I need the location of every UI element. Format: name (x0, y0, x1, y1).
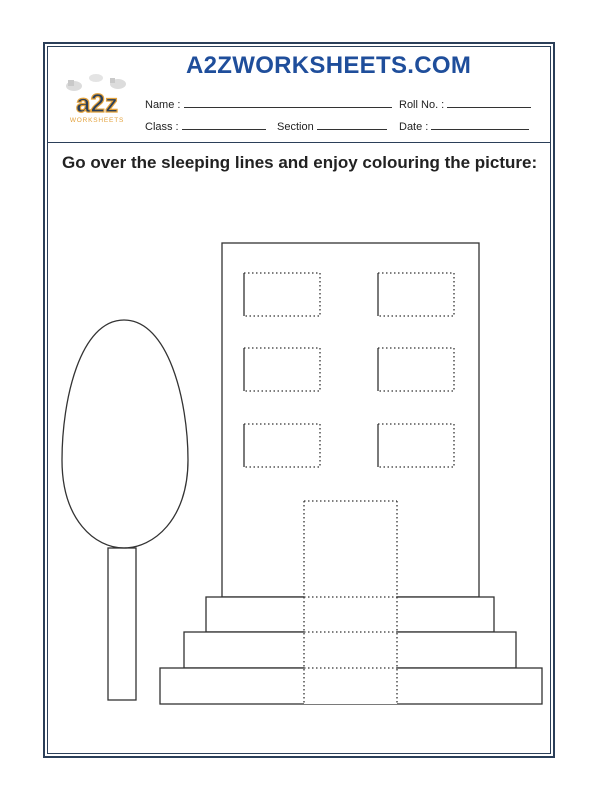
window (244, 273, 320, 316)
section-label: Section (277, 121, 314, 133)
name-label: Name : (145, 99, 181, 111)
window (244, 348, 320, 391)
tree-crown (62, 320, 188, 548)
window (378, 273, 454, 316)
site-title: A2ZWORKSHEETS.COM (186, 52, 472, 79)
roll-no-label: Roll No. : (399, 99, 445, 111)
svg-text:WORKSHEETS: WORKSHEETS (69, 117, 125, 124)
svg-text:a2z: a2z (76, 88, 118, 118)
date-label: Date : (399, 121, 429, 133)
tree-trunk (108, 548, 136, 700)
window (378, 424, 454, 467)
class-label: Class : (145, 121, 179, 133)
instruction-text: Go over the sleeping lines and enjoy colouring the picture: (62, 153, 538, 172)
window (244, 424, 320, 467)
window (378, 348, 454, 391)
